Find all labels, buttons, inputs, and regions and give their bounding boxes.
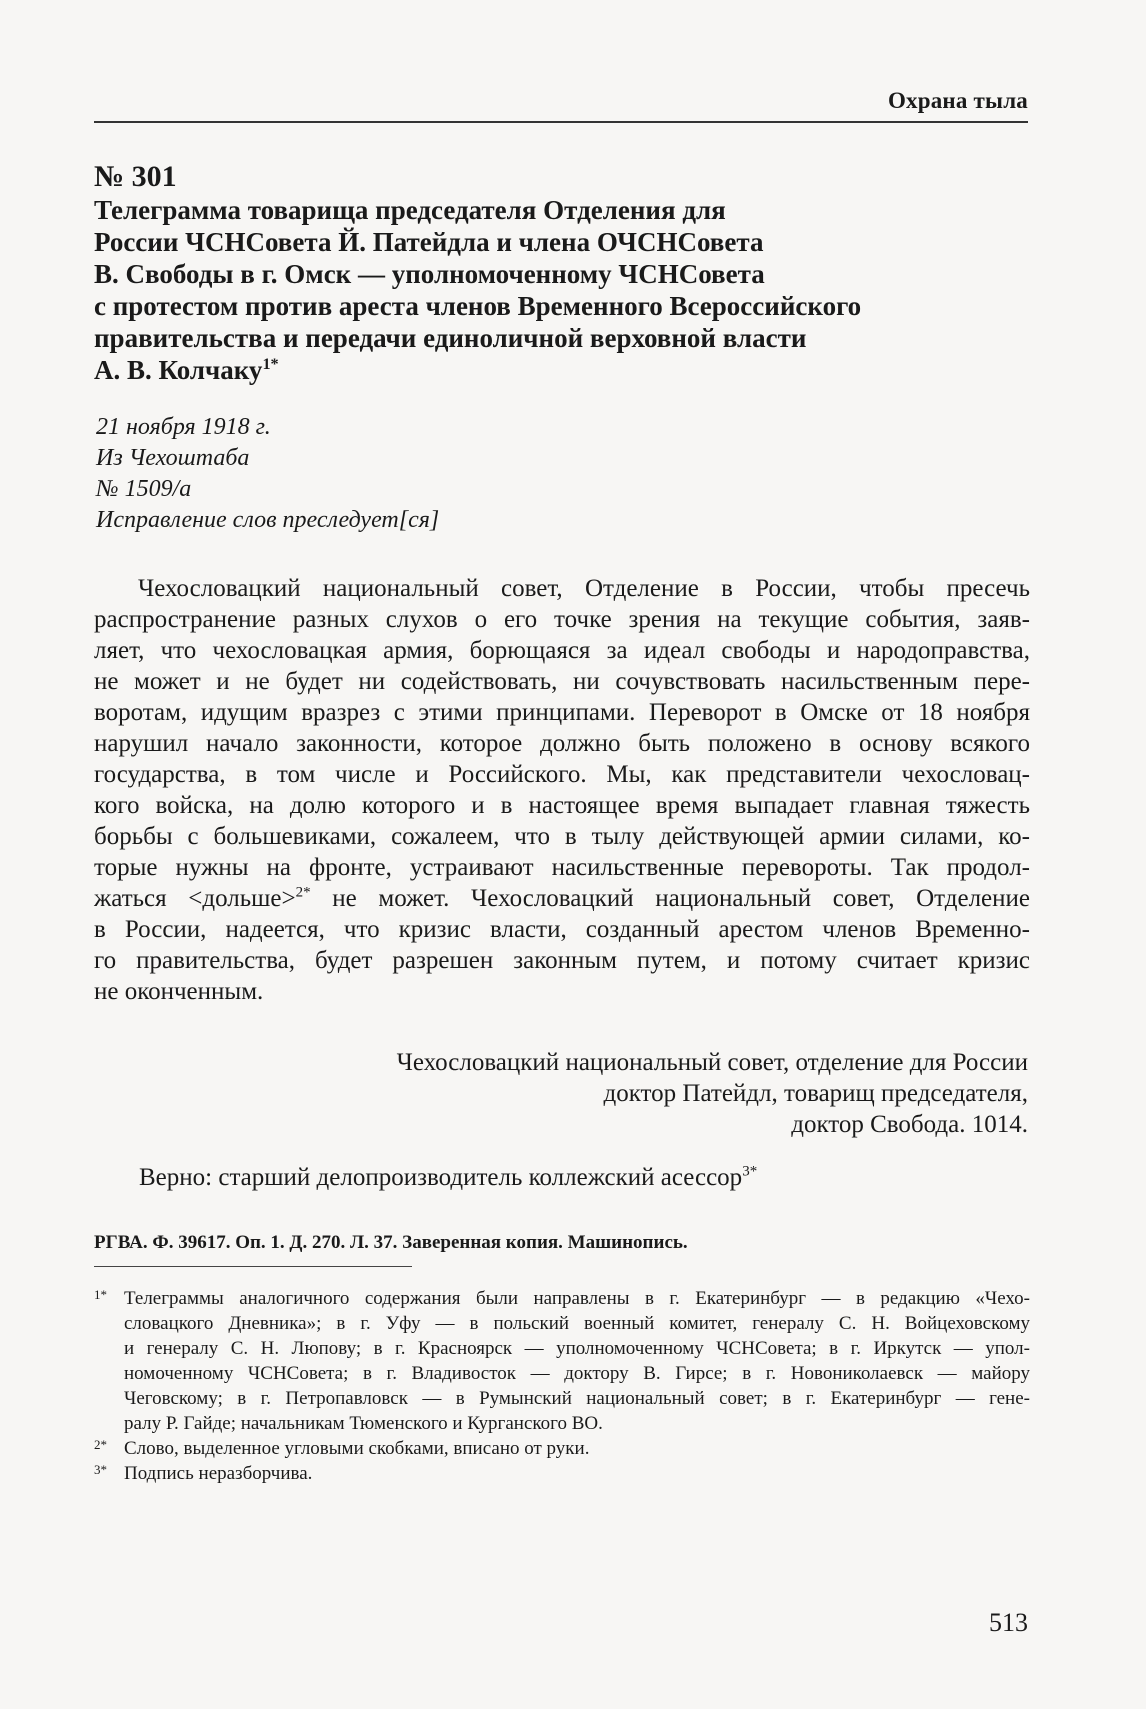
title-line: России ЧСНСовета Й. Патейдла и члена ОЧСНСовета [94,227,764,257]
body-text [94,573,1030,1007]
footnote-ref: 3* [742,1163,758,1180]
title-line: правительства и передачи единоличной верховной власти [94,323,807,353]
signature-line: доктор Патейдл, товарищ председателя, [603,1080,1028,1107]
attestation-text: Верно: старший делопроизводитель коллежский асессор [139,1164,743,1191]
footnote-mark: 2* [94,1437,107,1452]
body-line: нарушил начало законности, которое должно быть положено в основу всякого [94,730,1030,757]
title-line: В. Свободы в г. Омск — уполномоченному ЧСНСовета [94,259,765,289]
body-fragment: не может. Чехословацкий национальный совет, Отделение [310,885,1030,912]
archival-source: РГВА. Ф. 39617. Оп. 1. Д. 270. Л. 37. Заверенная копия. Машинопись. [94,1232,688,1253]
body-line: не может и не будет ни содействовать, ни сочувствовать насильственным пере- [94,668,1030,695]
title-line: Телеграмма товарища председателя Отделения для [94,195,726,225]
footnote-ref: 2* [295,884,311,901]
meta-number: № 1509/а [96,476,192,502]
meta-date: 21 ноября 1918 г. [96,414,271,440]
body-line: кого войска, на долю которого и в настоящее время выпадает главная тяжесть [94,792,1030,819]
body-fragment: жаться <дольше> [94,885,296,912]
body-line: распространение разных слухов о его точке зрения на текущие события, заяв- [94,606,1030,633]
body-line: воротам, идущим вразрез с этими принципами. Переворот в Омске от 18 ноября [94,699,1030,726]
header-rule [94,121,1028,123]
footnote-mark: 1* [94,1287,107,1302]
title-line [94,354,914,386]
body-line: борьбы с большевиками, сожалеем, что в тылу действующей армии силами, ко- [94,823,1030,850]
footnote-line: Слово, выделенное угловыми скобками, вписано от руки. [124,1438,590,1459]
body-line: го правительства, будет разрешен законным путем, и потому считает кризис [94,947,1030,974]
title-last-text: А. В. Колчаку [94,355,263,385]
page-number: 513 [989,1608,1028,1637]
document-meta [96,412,439,536]
meta-note: Исправление слов преследует[ся] [96,507,440,533]
footnote-rule [94,1266,412,1267]
footnote-line: Чеговскому; в г. Петропавловск — в Румынский национальный совет; в г. Екатеринбург — гене- [124,1388,1030,1409]
footnote-line: ралу Р. Гайде; начальникам Тюменского и Курганского ВО. [124,1413,603,1434]
footnote-mark: 3* [94,1462,107,1477]
footnote-line: Телеграммы аналогичного содержания были направлены в г. Екатеринбург — в редакцию «Чехо- [124,1288,1030,1309]
footnote-line: и генералу С. Н. Люпову; в г. Красноярск — уполномоченному ЧСНСовета; в г. Иркутск — упол- [124,1338,1030,1359]
footnote-3 [94,1461,1030,1486]
body-line: не оконченным. [94,978,264,1005]
title-line: с протестом против ареста членов Временного Всероссийского [94,291,862,321]
footnote-1 [94,1286,1030,1436]
footnote-ref: 1* [262,355,279,373]
signature-line: доктор Свобода. 1014. [791,1111,1028,1138]
footnote-line: Подпись неразборчива. [124,1463,313,1484]
footnote-2 [94,1436,1030,1461]
attestation [139,1164,757,1192]
footnotes [94,1286,1030,1486]
body-line: государства, в том числе и Российского. Мы, как представители чехословац- [94,761,1030,788]
footnote-line: словацкого Дневника»; в г. Уфу — в польский военный комитет, генералу С. Н. Войцеховскому [124,1313,1030,1334]
body-line: в России, надеется, что кризис власти, созданный арестом членов Временно- [94,916,1030,943]
footnote-line: номоченному ЧСНСовета; в г. Владивосток — доктору В. Гирсе; в г. Новониколаевск — майору [124,1363,1030,1384]
body-line: Чехословацкий национальный совет, Отделение в России, чтобы пресечь [138,575,1030,602]
signature-block [397,1047,1028,1140]
document-number: № 301 [94,160,177,193]
meta-origin: Из Чехоштаба [96,445,250,471]
signature-line: Чехословацкий национальный совет, отделение для России [396,1049,1028,1076]
body-line: ляет, что чехословацкая армия, борющаяся за идеал свободы и народоправства, [94,637,1030,664]
body-line [94,883,1030,914]
body-line: торые нужны на фронте, устраивают насильственные перевороты. Так продол- [94,854,1030,881]
running-head: Охрана тыла [887,88,1028,113]
document-title [94,194,914,386]
